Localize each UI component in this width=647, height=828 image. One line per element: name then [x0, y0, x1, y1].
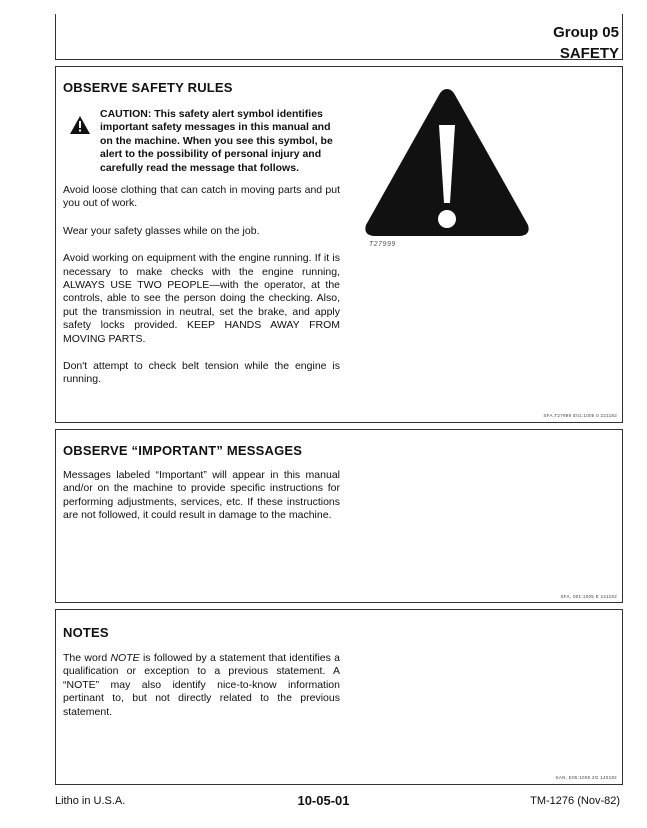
section3-left-border: [55, 609, 56, 784]
section3-right-border: [622, 609, 623, 784]
notes-keyword: NOTE: [110, 652, 140, 664]
footer-litho: Litho in U.S.A.: [55, 795, 126, 807]
section2-left-border: [55, 429, 56, 602]
section2-top-rule: [55, 429, 623, 430]
group-title: SAFETY: [559, 45, 619, 62]
figure-id-label: T27999: [369, 241, 396, 248]
header-right-border: [622, 14, 623, 60]
paragraph-loose-clothing: Avoid loose clothing that can catch in moving parts and put you out of work.: [63, 184, 340, 210]
paragraph-notes: [63, 652, 340, 719]
footer-manual-id: TM-1276 (Nov-82): [530, 795, 620, 807]
header-bottom-rule: [55, 59, 623, 60]
paragraph-important-messages: Messages labeled “Important” will appear in this manual and/or on the machine to provide specific instructions for performing adjustments, services, etc. If these instructions are not followed, it could result in damage to the machine.: [63, 469, 340, 522]
section1-left-border: [55, 66, 56, 422]
safety-alert-figure: [362, 85, 532, 240]
section3-top-rule: [55, 609, 623, 610]
section-heading-important-messages: OBSERVE “IMPORTANT” MESSAGES: [63, 443, 303, 458]
notes-text-start: The word: [63, 652, 111, 664]
section2-right-border: [622, 429, 623, 602]
header-left-border: [55, 14, 56, 60]
section2-code: SFA, 001:1005 E 221182: [560, 594, 617, 599]
paragraph-belt-tension: Don't attempt to check belt tension while the engine is running.: [63, 360, 340, 386]
section1-body: [63, 184, 340, 387]
section3-code: SAN, E05:1005 2G 140182: [555, 775, 617, 780]
section1-top-rule: [55, 66, 623, 67]
section2-body: [63, 469, 340, 523]
section1-bottom-rule: [55, 422, 623, 423]
section-heading-notes: NOTES: [63, 625, 109, 640]
section1-right-border: [622, 66, 623, 422]
footer-page-number: 10-05-01: [297, 793, 350, 808]
section3-body: [63, 652, 340, 719]
safety-alert-icon: [70, 116, 90, 134]
group-number: Group 05: [553, 24, 619, 41]
section3-bottom-rule: [55, 784, 623, 785]
paragraph-safety-glasses: Wear your safety glasses while on the job.: [63, 224, 260, 237]
group-header: [553, 22, 619, 64]
paragraph-engine-running: Avoid working on equipment with the engine running. If it is necessary to make checks with the engine running, ALWAYS USE TWO PEOPLE—with the operator, at the controls, able to see the person doing the checking. Also, put the transmission in neutral, set the brake, and apply safety locks provided. KEEP HANDS AWAY FROM MOVING PARTS.: [63, 252, 340, 345]
notes-text-rest: is followed by a statement that identifies a qualification or exception to a previous statement. A “NOTE” may also identify nice-to-know information pertinant to, but not directly related to the previous statement.: [63, 652, 341, 718]
caution-statement: CAUTION: This safety alert symbol identifies important safety messages in this manual and on the machine. When you see this symbol, be alert to the possibility of personal injury and carefully read the message that follows.: [100, 108, 333, 174]
section2-bottom-rule: [55, 602, 623, 603]
section-heading-safety-rules: OBSERVE SAFETY RULES: [63, 80, 233, 95]
section1-code: SFA,T27999 E01:1005 0 221182: [543, 413, 617, 418]
